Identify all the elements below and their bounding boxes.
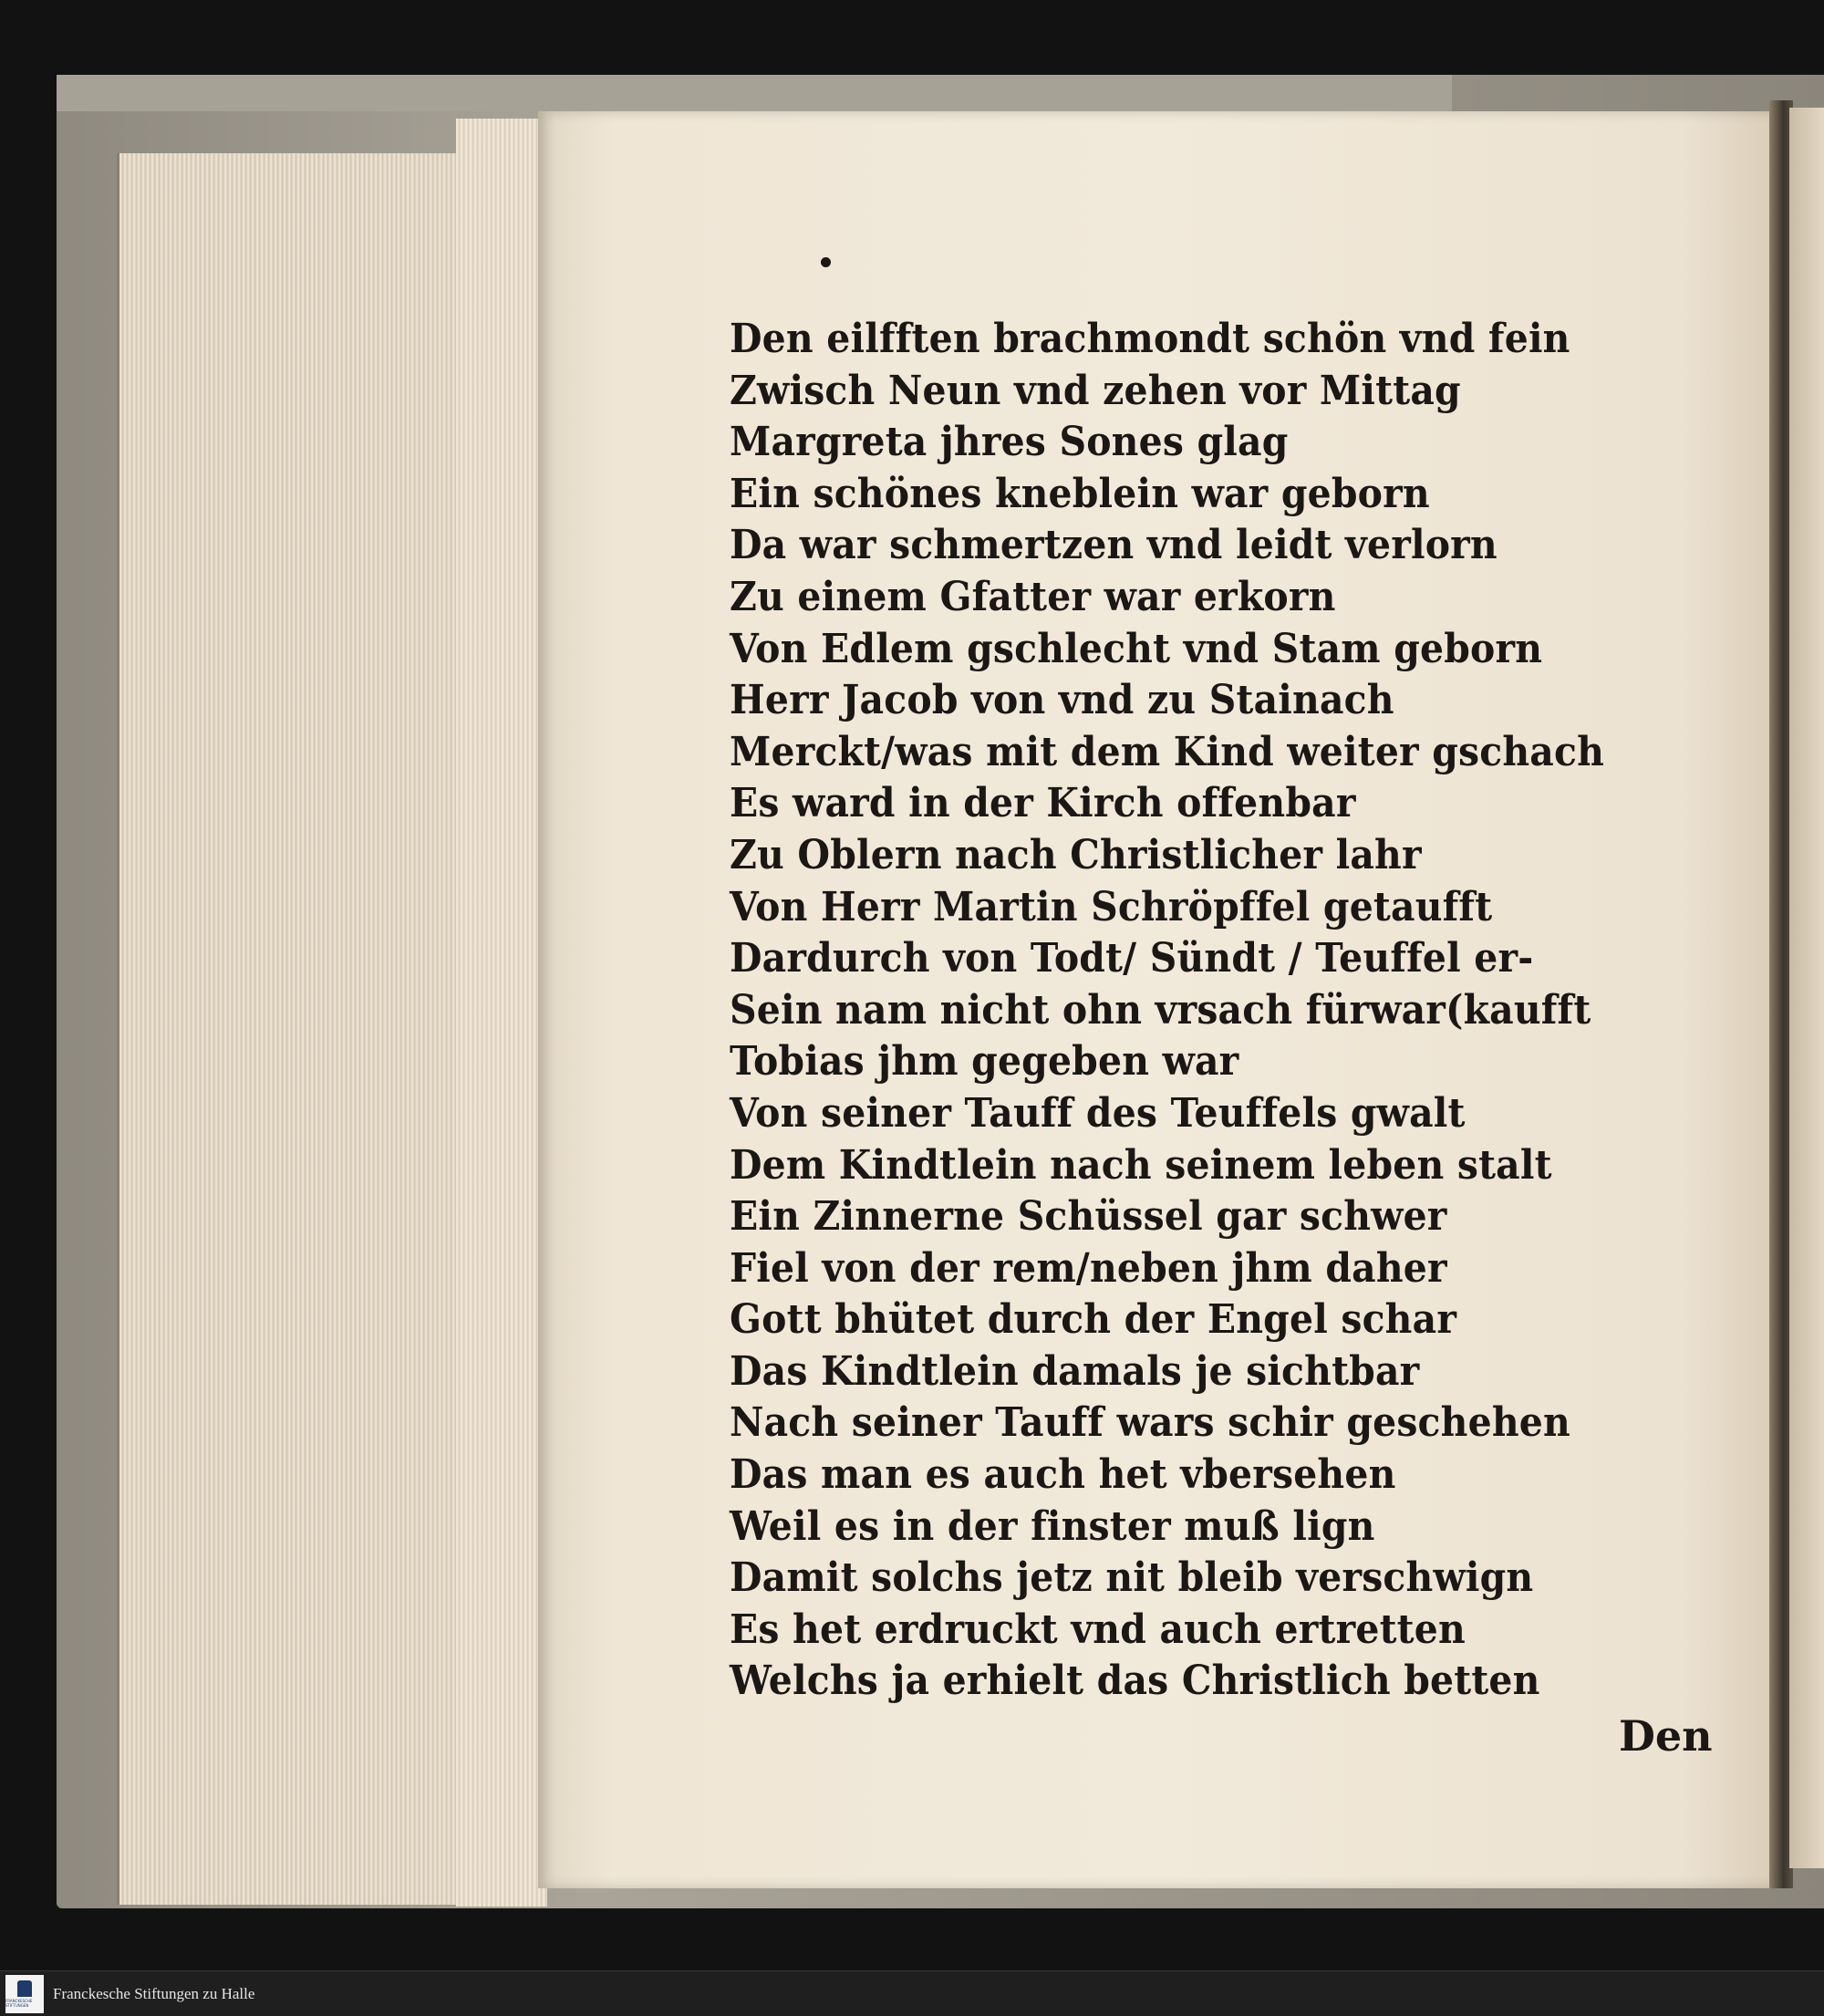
verse-line: Damit solchs jetz nit bleib verschwign [730,1554,1534,1602]
verse-line: Von Edlem gschlecht vnd Stam geborn [730,625,1543,672]
logo-text: FRANCKESCHE STIFTUNGEN [5,1998,33,2008]
footer-bar [0,1970,1824,2016]
verse-line: Welchs ja erhielt das Christlich betten [730,1657,1540,1705]
verse-line: Zu Oblern nach Christlicher lahr [730,831,1422,878]
institution-name: Franckesche Stiftungen zu Halle [53,1984,255,2002]
book-cover-top [57,75,1452,111]
verse-line: Den eilfften brachmondt schön vnd fein [730,316,1570,362]
verse-line: Von Herr Martin Schröpffel getaufft [730,883,1493,930]
verse-line: Da war schmertzen vnd leidt verlorn [730,522,1498,569]
verse-line: Das man es auch het vbersehen [730,1451,1396,1499]
verse-line: Fiel von der rem/neben jhm daher [730,1244,1447,1292]
verse-line: Gott bhütet durch der Engel schar [730,1296,1457,1344]
page-edges [117,153,466,1905]
page-edges-inner [456,119,547,1907]
verse-line: Ein schönes kneblein war geborn [730,470,1430,517]
verse-line: Herr Jacob von vnd zu Stainach [730,677,1394,724]
verse-line: Sein nam nicht ohn vrsach fürwar(kaufft [730,986,1591,1034]
catchword: Den [1619,1711,1713,1761]
verse-line: Margreta jhres Sones glag [730,419,1289,466]
verse-line: Weil es in der finster muß lign [730,1502,1375,1550]
verse-line: Von seiner Tauff des Teuffels gwalt [730,1089,1466,1137]
verse-line: Merckt/was mit dem Kind weiter gschach [730,728,1605,775]
verse-line: Es ward in der Kirch offenbar [730,780,1356,827]
verse-line: Tobias jhm gegeben war [730,1038,1239,1086]
institution-logo[interactable] [5,1975,44,2013]
verse-line: Zu einem Gfatter war erkorn [730,573,1336,620]
verse-line: Ein Zinnerne Schüssel gar schwer [730,1193,1447,1241]
verse-line: Nach seiner Tauff wars schir geschehen [730,1399,1570,1447]
ornament-dot [821,257,831,267]
facing-page-edge [1789,108,1824,1868]
verse-line: Es het erdruckt vnd auch ertretten [730,1606,1466,1653]
verse-line: Dardurch von Todt/ Sündt / Teuffel er- [730,935,1534,982]
verse-text [730,314,1670,1708]
verse-line: Dem Kindtlein nach seinem leben stalt [730,1141,1552,1189]
verse-line: Das Kindtlein damals je sichtbar [730,1347,1420,1395]
building-icon [17,1980,32,1997]
verse-line: Zwisch Neun vnd zehen vor Mittag [730,367,1461,414]
